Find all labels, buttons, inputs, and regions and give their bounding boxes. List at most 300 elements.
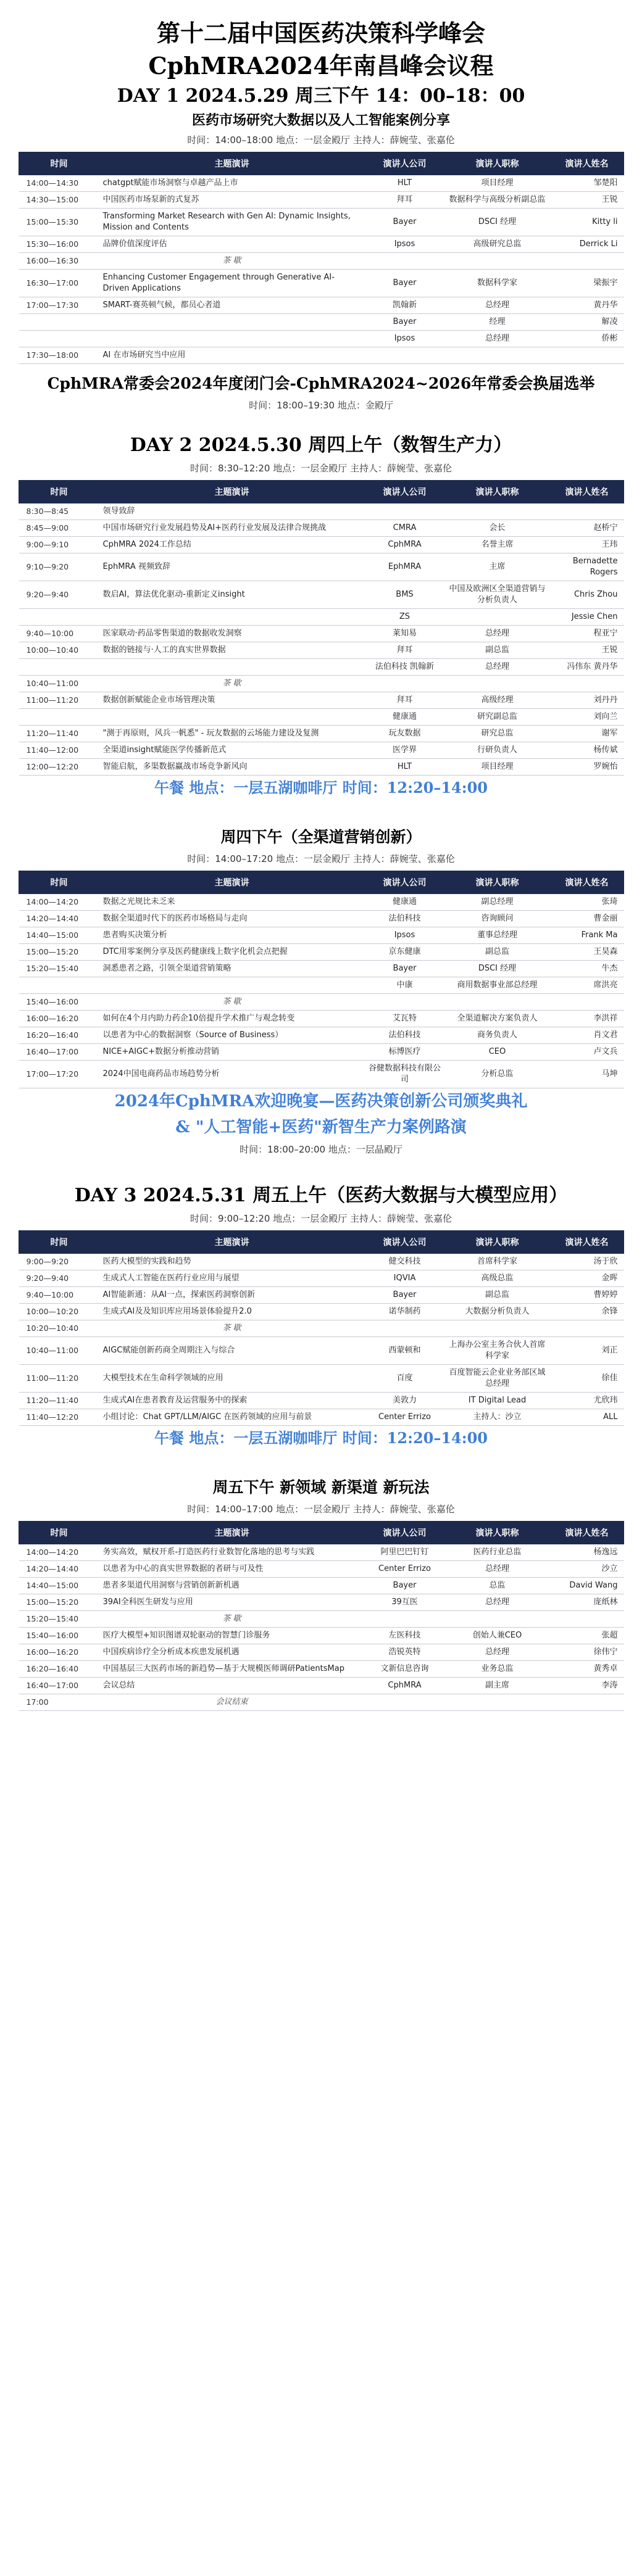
speaker-name: 沙立 xyxy=(550,1561,624,1578)
session-topic: 小组讨论：Chat GPT/LLM/AIGC 在医药领域的应用与前景 xyxy=(99,1409,365,1426)
table-row xyxy=(19,297,624,314)
session-topic: 医疗大模型+知识图谱双轮驱动的智慧门诊服务 xyxy=(99,1628,365,1644)
table-row xyxy=(19,1393,624,1409)
table-row xyxy=(19,1694,624,1711)
session-time: 15:40—16:00 xyxy=(19,994,99,1011)
session-topic: 会议总结 xyxy=(99,1678,365,1694)
speaker-title: 会长 xyxy=(445,520,550,537)
table-row xyxy=(19,759,624,776)
speaker-company: IQVIA xyxy=(365,1270,445,1287)
speaker-title: 医药行业总监 xyxy=(445,1544,550,1561)
speaker-company: 谷健数据科技有限公司 xyxy=(365,1061,445,1088)
table-row xyxy=(19,537,624,553)
speaker-company: 浩锐英特 xyxy=(365,1644,445,1661)
speaker-title: 数据科学家 xyxy=(445,270,550,297)
speaker-company: 阿里巴巴钉钉 xyxy=(365,1544,445,1561)
speaker-name xyxy=(550,503,624,520)
session-topic: CphMRA 2024工作总结 xyxy=(99,537,365,553)
session-topic: "测于再原则，风兵一帆悉" - 玩友数据的云场能力建设及复测 xyxy=(99,726,365,742)
session-time: 16:00—16:20 xyxy=(19,1011,99,1027)
session-topic: 数据之光规比未乏来 xyxy=(99,894,365,911)
session-topic: 数据全渠道时代下的医药市场格局与走向 xyxy=(99,911,365,927)
session-time: 9:00—9:20 xyxy=(19,1254,99,1270)
session-time: 15:20—15:40 xyxy=(19,961,99,977)
speaker-company: 百度 xyxy=(365,1365,445,1393)
table-row xyxy=(19,894,624,911)
session-time: 9:20—9:40 xyxy=(19,581,99,609)
session-topic: 务实高效，赋权开系-打造医药行业数智化落地的思考与实践 xyxy=(99,1544,365,1561)
speaker-company: 拜耳 xyxy=(365,192,445,209)
session-time: 16:20—16:40 xyxy=(19,1661,99,1678)
day3pm-section xyxy=(19,1475,623,1711)
speaker-title: DSCI 经理 xyxy=(445,961,550,977)
speaker-company: Bayer xyxy=(365,961,445,977)
table-row xyxy=(19,1365,624,1393)
session-topic: 洞悉患者之路，引领全渠道营销策略 xyxy=(99,961,365,977)
speaker-title xyxy=(445,503,550,520)
table-row xyxy=(19,659,624,676)
speaker-title: 董事总经理 xyxy=(445,927,550,944)
table-row xyxy=(19,1254,624,1270)
speaker-name: 卢文兵 xyxy=(550,1044,624,1061)
table-row xyxy=(19,911,624,927)
session-time: 17:00 xyxy=(19,1694,99,1711)
session-topic: 智能启航，多渠数据赢战市场竞争新风向 xyxy=(99,759,365,776)
speaker-title: CEO xyxy=(445,1044,550,1061)
session-time: 16:40—17:00 xyxy=(19,1044,99,1061)
session-time: 9:40—10:00 xyxy=(19,626,99,642)
speaker-company: 健康通 xyxy=(365,709,445,726)
column-header: 主题演讲 xyxy=(99,1522,365,1544)
session-topic: 中国基层三大医药市场的新趋势—基于大规模医师调研PatientsMap xyxy=(99,1661,365,1678)
speaker-title: 副总监 xyxy=(445,1287,550,1304)
session-topic xyxy=(99,609,365,626)
speaker-company: 西蒙顿和 xyxy=(365,1337,445,1365)
day2pm-section xyxy=(19,825,623,1158)
speaker-title: IT Digital Lead xyxy=(445,1393,550,1409)
speaker-title: 总经理 xyxy=(445,659,550,676)
speaker-company: 拜耳 xyxy=(365,692,445,709)
speaker-name: David Wang xyxy=(550,1578,624,1594)
session-topic: 茶 歇 xyxy=(99,994,365,1011)
column-header: 演讲人公司 xyxy=(365,481,445,503)
speaker-company: Center Errizo xyxy=(365,1561,445,1578)
session-time: 15:00—15:30 xyxy=(19,209,99,236)
speaker-company: Ipsos xyxy=(365,236,445,253)
speaker-title: 总经理 xyxy=(445,626,550,642)
day2pm-meta: 时间：14:00–17:20 地点：一层金殿厅 主持人：薛婉莹、张嘉伦 xyxy=(187,853,455,864)
page-title: 第十二届中国医药决策科学峰会 xyxy=(156,19,485,47)
session-topic: DTC用零案例分享及医药健康线上数字化机会点把握 xyxy=(99,944,365,961)
speaker-title xyxy=(445,1320,550,1337)
speaker-company: 法伯科技 凯翰新 xyxy=(365,659,445,676)
session-time: 10:00—10:40 xyxy=(19,642,99,659)
speaker-name: 冯伟东 黄丹华 xyxy=(550,659,624,676)
table-row xyxy=(19,1578,624,1594)
column-header: 演讲人姓名 xyxy=(550,481,624,503)
column-header: 演讲人职称 xyxy=(445,481,550,503)
speaker-company: ZS xyxy=(365,609,445,626)
speaker-name: 余锋 xyxy=(550,1304,624,1320)
session-topic: 茶 歇 xyxy=(99,1320,365,1337)
speaker-name: Bernadette Rogers xyxy=(550,553,624,581)
speaker-company xyxy=(365,1320,445,1337)
session-topic: 39AI全科医生研发与应用 xyxy=(99,1594,365,1611)
speaker-name: 肖文君 xyxy=(550,1027,624,1044)
table-row xyxy=(19,1561,624,1578)
day1-agenda-table xyxy=(19,152,624,364)
session-time: 14:30—15:00 xyxy=(19,192,99,209)
speaker-company: Bayer xyxy=(365,209,445,236)
day3-section xyxy=(19,1182,623,1451)
table-row xyxy=(19,1044,624,1061)
session-topic: 如何在4个月内助力药企10倍提升学术推广与观念转变 xyxy=(99,1011,365,1027)
speaker-name: 张超 xyxy=(550,1628,624,1644)
table-row xyxy=(19,1678,624,1694)
table-row xyxy=(19,1011,624,1027)
speaker-name: Frank Ma xyxy=(550,927,624,944)
session-time: 16:20—16:40 xyxy=(19,1027,99,1044)
speaker-name: 王锐 xyxy=(550,642,624,659)
speaker-title xyxy=(445,1611,550,1628)
session-topic: 全渠道insight赋能医学传播新范式 xyxy=(99,742,365,759)
speaker-name: 马坤 xyxy=(550,1061,624,1088)
session-time: 9:00—9:10 xyxy=(19,537,99,553)
table-row xyxy=(19,1661,624,1678)
session-time: 15:40—16:00 xyxy=(19,1628,99,1644)
table-row xyxy=(19,726,624,742)
speaker-title: 主席 xyxy=(445,553,550,581)
speaker-title: 经理 xyxy=(445,314,550,331)
session-topic: AI智能新通：从AI一点，探索医药洞察创新 xyxy=(99,1287,365,1304)
session-time: 10:40—11:00 xyxy=(19,1337,99,1365)
column-header: 演讲人公司 xyxy=(365,1231,445,1254)
session-topic: 生成式人工智能在医药行业应用与展望 xyxy=(99,1270,365,1287)
table-row xyxy=(19,1611,624,1628)
session-topic: 中国市场研究行业发展趋势及AI+医药行业发展及法律合规挑战 xyxy=(99,520,365,537)
speaker-name xyxy=(550,253,624,270)
table-row xyxy=(19,626,624,642)
speaker-company: 法伯科技 xyxy=(365,911,445,927)
speaker-title: 副主席 xyxy=(445,1678,550,1694)
speaker-name xyxy=(550,1694,624,1711)
speaker-title: 咨询顾问 xyxy=(445,911,550,927)
table-header-row xyxy=(19,1522,624,1544)
speaker-title: 总经理 xyxy=(445,1594,550,1611)
day1-heading: DAY 1 2024.5.29 周三下午 14：00–18：00 xyxy=(117,85,525,107)
speaker-company: 艾瓦特 xyxy=(365,1011,445,1027)
speaker-title: DSCI 经理 xyxy=(445,209,550,236)
session-time: 15:00—15:20 xyxy=(19,944,99,961)
speaker-name: 刘丹丹 xyxy=(550,692,624,709)
table-row xyxy=(19,192,624,209)
table-row xyxy=(19,236,624,253)
session-time: 10:40—11:00 xyxy=(19,676,99,692)
header xyxy=(19,12,623,83)
session-topic: chatgpt赋能市场洞察与卓越产品上市 xyxy=(99,175,365,192)
column-header: 时间 xyxy=(19,871,99,894)
speaker-company: Ipsos xyxy=(365,927,445,944)
column-header: 时间 xyxy=(19,152,99,175)
session-topic: 数启AI，算法优化驱动-重新定义insight xyxy=(99,581,365,609)
awards-meta: 时间：18:00–20:00 地点：一层晶殿厅 xyxy=(240,1144,402,1155)
speaker-title: 项目经理 xyxy=(445,175,550,192)
session-time: 8:45—9:00 xyxy=(19,520,99,537)
speaker-title: 数据科学与高级分析副总监 xyxy=(445,192,550,209)
session-time: 14:40—15:00 xyxy=(19,1578,99,1594)
table-header-row xyxy=(19,481,624,503)
session-topic: 2024中国电商药品市场趋势分析 xyxy=(99,1061,365,1088)
day2pm-agenda-table xyxy=(19,871,624,1088)
speaker-name: 杨传斌 xyxy=(550,742,624,759)
day3-lunch-notice: 午餐 地点：一层五湖咖啡厅 时间：12:20–14:00 xyxy=(154,1429,488,1447)
session-topic: 品牌价值深度评估 xyxy=(99,236,365,253)
table-row xyxy=(19,1628,624,1644)
session-topic: 茶 歇 xyxy=(99,676,365,692)
speaker-title: 大数据分析负责人 xyxy=(445,1304,550,1320)
speaker-name: 金晖 xyxy=(550,1270,624,1287)
session-topic: 以患者为中心的数据洞察（Source of Business） xyxy=(99,1027,365,1044)
speaker-name: Derrick Li xyxy=(550,236,624,253)
speaker-name: 王昊森 xyxy=(550,944,624,961)
session-topic: 中国疾病诊疗全分析成本疾患发展机遇 xyxy=(99,1644,365,1661)
session-topic xyxy=(99,977,365,994)
committee-section xyxy=(19,371,623,413)
speaker-name: 王玮 xyxy=(550,537,624,553)
speaker-company: 健交科技 xyxy=(365,1254,445,1270)
table-row xyxy=(19,520,624,537)
session-time: 16:00—16:30 xyxy=(19,253,99,270)
committee-meta: 时间：18:00–19:30 地点：金殿厅 xyxy=(249,400,393,411)
session-time xyxy=(19,659,99,676)
speaker-company: 诺华制药 xyxy=(365,1304,445,1320)
speaker-company: HLT xyxy=(365,175,445,192)
speaker-title: 项目经理 xyxy=(445,759,550,776)
day1-subhead: 医药市场研究大数据以及人工智能案例分享 xyxy=(191,112,450,128)
day2-meta: 时间：8:30–12:20 地点：一层金殿厅 主持人：薛婉莹、张嘉伦 xyxy=(190,463,452,474)
session-time: 10:00—10:20 xyxy=(19,1304,99,1320)
speaker-company: CphMRA xyxy=(365,537,445,553)
column-header: 主题演讲 xyxy=(99,152,365,175)
speaker-name: Kitty li xyxy=(550,209,624,236)
table-row xyxy=(19,175,624,192)
session-time: 11:40—12:00 xyxy=(19,742,99,759)
awards-line2: & "人工智能+医药"新智生产力案例路演 xyxy=(175,1118,467,1137)
speaker-company: CMRA xyxy=(365,520,445,537)
table-row xyxy=(19,1594,624,1611)
speaker-name: Chris Zhou xyxy=(550,581,624,609)
speaker-name: 梁振宇 xyxy=(550,270,624,297)
session-time: 15:30—16:00 xyxy=(19,236,99,253)
session-time: 16:30—17:00 xyxy=(19,270,99,297)
session-topic: 医药大模型的实践和趋势 xyxy=(99,1254,365,1270)
speaker-name: 曹婷婷 xyxy=(550,1287,624,1304)
speaker-name: 侨彬 xyxy=(550,331,624,347)
table-row xyxy=(19,347,624,364)
session-topic: 中国医药市场泵新的式复苏 xyxy=(99,192,365,209)
speaker-company: 美敦力 xyxy=(365,1393,445,1409)
speaker-company: Bayer xyxy=(365,314,445,331)
speaker-title xyxy=(445,1694,550,1711)
day3-agenda-table xyxy=(19,1230,624,1426)
column-header: 演讲人姓名 xyxy=(550,1231,624,1254)
column-header: 演讲人姓名 xyxy=(550,1522,624,1544)
speaker-title: 商用数据事业部总经理 xyxy=(445,977,550,994)
speaker-title: 全渠道解决方案负责人 xyxy=(445,1011,550,1027)
speaker-name xyxy=(550,347,624,364)
table-row xyxy=(19,961,624,977)
session-topic: 生成式AI及及知识库应用场景体验提升2.0 xyxy=(99,1304,365,1320)
speaker-company: 健康通 xyxy=(365,894,445,911)
session-time xyxy=(19,331,99,347)
session-time: 9:10—9:20 xyxy=(19,553,99,581)
session-time: 17:00—17:20 xyxy=(19,1061,99,1088)
speaker-company xyxy=(365,347,445,364)
speaker-company: Center Errizo xyxy=(365,1409,445,1426)
speaker-company: EphMRA xyxy=(365,553,445,581)
session-time: 17:30—18:00 xyxy=(19,347,99,364)
session-time: 14:40—15:00 xyxy=(19,927,99,944)
speaker-title: 研究总监 xyxy=(445,726,550,742)
session-time: 16:00—16:20 xyxy=(19,1644,99,1661)
session-time xyxy=(19,977,99,994)
speaker-company: Bayer xyxy=(365,1578,445,1594)
page-subtitle: CphMRA2024年南昌峰会议程 xyxy=(148,52,494,80)
session-time: 16:40—17:00 xyxy=(19,1678,99,1694)
speaker-company: 文新信息咨询 xyxy=(365,1661,445,1678)
speaker-title xyxy=(445,994,550,1011)
speaker-name: 黄秀卓 xyxy=(550,1661,624,1678)
session-topic: 患者购买决策分析 xyxy=(99,927,365,944)
column-header: 演讲人职称 xyxy=(445,152,550,175)
session-topic: 医家联动·药品零售渠道的数据收发洞察 xyxy=(99,626,365,642)
session-topic: 生成式AI在患者教育及运营服务中的探索 xyxy=(99,1393,365,1409)
speaker-name: 程亚宁 xyxy=(550,626,624,642)
session-time: 11:20—11:40 xyxy=(19,1393,99,1409)
speaker-company xyxy=(365,253,445,270)
speaker-name: 张琦 xyxy=(550,894,624,911)
session-topic: AIGC赋能创新药商全周期注入与综合 xyxy=(99,1337,365,1365)
speaker-title: 总监 xyxy=(445,1578,550,1594)
speaker-name: 王锐 xyxy=(550,192,624,209)
session-time xyxy=(19,709,99,726)
speaker-title: 创始人兼CEO xyxy=(445,1628,550,1644)
speaker-company: CphMRA xyxy=(365,1678,445,1694)
speaker-title: 高级总监 xyxy=(445,1270,550,1287)
table-row xyxy=(19,944,624,961)
session-time: 9:20—9:40 xyxy=(19,1270,99,1287)
speaker-company: 法伯科技 xyxy=(365,1027,445,1044)
column-header: 演讲人公司 xyxy=(365,871,445,894)
speaker-company xyxy=(365,1694,445,1711)
speaker-title xyxy=(445,609,550,626)
speaker-name: 邹楚阳 xyxy=(550,175,624,192)
table-row xyxy=(19,270,624,297)
speaker-name xyxy=(550,1611,624,1628)
session-time: 15:20—15:40 xyxy=(19,1611,99,1628)
speaker-company xyxy=(365,503,445,520)
speaker-name: 汤于欣 xyxy=(550,1254,624,1270)
speaker-name: ALL xyxy=(550,1409,624,1426)
table-row xyxy=(19,1270,624,1287)
table-row xyxy=(19,209,624,236)
column-header: 时间 xyxy=(19,1231,99,1254)
speaker-company: BMS xyxy=(365,581,445,609)
speaker-name: 李涛 xyxy=(550,1678,624,1694)
table-row xyxy=(19,1027,624,1044)
session-time: 11:00—11:20 xyxy=(19,1365,99,1393)
speaker-title: 研究副总监 xyxy=(445,709,550,726)
speaker-name: 赵桥宁 xyxy=(550,520,624,537)
session-time: 11:40—12:20 xyxy=(19,1409,99,1426)
speaker-title: 行研负责人 xyxy=(445,742,550,759)
table-row xyxy=(19,581,624,609)
speaker-title: 商务负责人 xyxy=(445,1027,550,1044)
speaker-name: 杨逸远 xyxy=(550,1544,624,1561)
day3-meta: 时间：9:00–12:20 地点：一层金殿厅 主持人：薛婉莹、张嘉伦 xyxy=(190,1213,452,1224)
speaker-company: 莱知易 xyxy=(365,626,445,642)
speaker-title: 主持人：沙立 xyxy=(445,1409,550,1426)
table-row xyxy=(19,1320,624,1337)
speaker-name: 解凌 xyxy=(550,314,624,331)
table-row xyxy=(19,1061,624,1088)
speaker-name: 曹金丽 xyxy=(550,911,624,927)
table-row xyxy=(19,609,624,626)
session-topic xyxy=(99,709,365,726)
speaker-name: Jessie Chen xyxy=(550,609,624,626)
session-topic xyxy=(99,331,365,347)
speaker-title: 总经理 xyxy=(445,1644,550,1661)
column-header: 演讲人职称 xyxy=(445,871,550,894)
speaker-company: Ipsos xyxy=(365,331,445,347)
column-header: 演讲人公司 xyxy=(365,1522,445,1544)
table-header-row xyxy=(19,152,624,175)
session-time: 15:00—15:20 xyxy=(19,1594,99,1611)
session-topic: 茶 歇 xyxy=(99,1611,365,1628)
session-topic: 茶 歇 xyxy=(99,253,365,270)
speaker-company xyxy=(365,994,445,1011)
speaker-name: 徐佳 xyxy=(550,1365,624,1393)
column-header: 主题演讲 xyxy=(99,481,365,503)
speaker-name xyxy=(550,1320,624,1337)
column-header: 演讲人公司 xyxy=(365,152,445,175)
session-time: 8:30—8:45 xyxy=(19,503,99,520)
day3pm-heading: 周五下午 新领域 新渠道 新玩法 xyxy=(212,1478,430,1496)
table-row xyxy=(19,253,624,270)
session-topic: 以患者为中心的真实世界数据的者研与可及性 xyxy=(99,1561,365,1578)
session-time xyxy=(19,314,99,331)
table-header-row xyxy=(19,1231,624,1254)
committee-heading: CphMRA常委会2024年度闭门会-CphMRA2024~2026年常委会换届选举 xyxy=(47,375,595,392)
session-topic xyxy=(99,659,365,676)
table-row xyxy=(19,994,624,1011)
table-row xyxy=(19,676,624,692)
session-time: 17:00—17:30 xyxy=(19,297,99,314)
speaker-title: 总经理 xyxy=(445,1561,550,1578)
session-topic: EphMRA 视频致辞 xyxy=(99,553,365,581)
session-topic: 领导致辞 xyxy=(99,503,365,520)
column-header: 时间 xyxy=(19,1522,99,1544)
table-row xyxy=(19,314,624,331)
speaker-title: 副总监 xyxy=(445,944,550,961)
table-row xyxy=(19,1304,624,1320)
speaker-title: 名誉主席 xyxy=(445,537,550,553)
speaker-title xyxy=(445,253,550,270)
speaker-title: 高级经理 xyxy=(445,692,550,709)
speaker-title: 上海办公室主务合伙人首席科学家 xyxy=(445,1337,550,1365)
day2-section xyxy=(19,432,623,800)
session-time: 10:20—10:40 xyxy=(19,1320,99,1337)
